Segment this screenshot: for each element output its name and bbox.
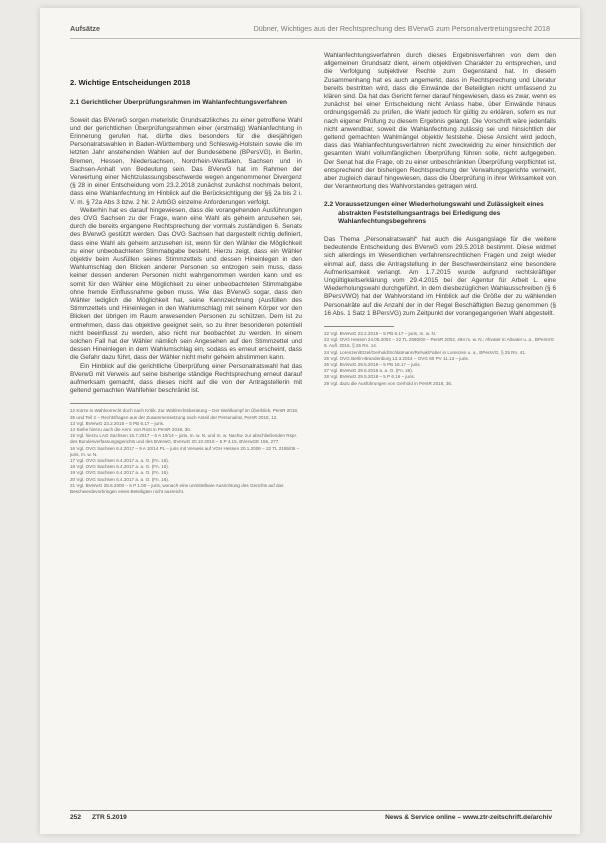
left-body (70, 117, 302, 396)
footnote: 24 Vgl. Lorenzen/Etzel/Gerhold/Schlatmann/Rehak/Faber in Lorenzen u. a., BPersVG, § 25 Rn. 41. (324, 349, 526, 355)
footnote: 29 Vgl. dazu die Ausführungen von Gerhold in PersR 2018, 36. (324, 380, 453, 386)
left-column (70, 78, 302, 495)
section-heading: 2. Wichtige Entscheidungen 2018 (70, 78, 191, 87)
page-number: 252 (70, 814, 82, 821)
body-paragraph: Wahlanfechtungsverfahren durch dieses Ergebnisverfahren von dem den allgemeinen Grundsatz dient, einem objektiven Charakter zu entsprechen, und die Verfolgung subjektiver Rechte zum Gegenstand hat. In diesem Zusammenhang hat es auch angemerkt, dass in Rechtsprechung und Literatur bereits bestritten wird, dass die Einwände der Beteiligten nicht umfassend zu klären sind. Da hat das Gericht ferner darauf hingewiesen, dass es zwar, wenn es zunächst bei einer Entscheidung nicht Anlass habe, über Einwände hinaus ordnungsgemäß zu prüfen, die Wahl jedoch für gültig zu erklären, sofern es nur nach eigener Prüfung zu diesem Ergebnis gelangt. Die Vorschrift wäre jedenfalls nicht anwendbar, soweit die Wahlanfechtung zulässig sei und hinsichtlich der geltend gemachten Wahlmängel objektiv feststehe. Diese Ansicht wird jedoch, dass das Wahlanfechtungsverfahren nicht zweckwidrig zu einer hinsichtlich der gesamten Wahl vollumfänglichen Überprüfung führen solle, nicht aufgegeben. Der Senat hat die Frage, ob zu einer unbeschränkten Überprüfung verpflichtet ist, entsprechend der bisherigen Rechtsprechung der Verwaltungsgerichte verneint, aber zugleich darauf hingewiesen, dass die Überprüfung in ihrer Wirksamkeit von der Verantwortung des Wahlvorstandes getragen wird. (324, 52, 556, 191)
header-divider (70, 38, 580, 39)
body-paragraph: Ein Hinblick auf die gerichtliche Überprüfung einer Personalratswahl hat das BVerwG mit Verweis auf seine bisherige ständige Rechtsprechung erneut darauf aufmerksam gemacht, dass dieses nicht auf die von der Antragstellerin mit geltend gemachten Wahlfehler beschränkt ist. (70, 362, 302, 395)
right-column (324, 52, 556, 387)
footnote: 12 Kürze in Wahlvorrecht doch nach Kritik: Zur Wahlrechtsberatung – Der Wahlkampf im Überblick, PersR 2018, 25 und Teil 2 – Rechtsfragen aus der Zusammensetzung nach Anteil der Personalrat, PersR 2018, 12. (70, 408, 299, 420)
footnote: 15 Vgl. hierzu LAG Sachsen 15.7.2017 – 6 A 10/14 – juris, m. w. N. und m. w. Nachw. zur abschließenden Rspr. des Bundesverfassungsgerichts und des BVerwG, BVerwG 20.10.2016 – 5 P 4.15, BVerwGE 156, 277. (70, 433, 298, 445)
subsection-heading-2: 2.2 Voraussetzungen einer Wiederholungswahl und Zulässigkeit eines abstrakten Feststellungsantrags bei Erledigung des Wahlanfechtungsbegehrens (324, 201, 544, 226)
section-label: Aufsätze (70, 24, 100, 33)
right-body (324, 236, 556, 318)
running-title: Dübner, Wichtiges aus der Rechtsprechung des BVerwG zum Personalvertretungsrecht 2018 (253, 24, 550, 33)
footnote: 13 Vgl. BVerwG 23.2.2018 – 5 PB 6.17 – juris. (70, 420, 165, 426)
page-header (70, 22, 550, 36)
footnote: 23 Vgl. OVG Hessen 24.05.2002 – 22 TL 2590/00 – PersR 2002, 494 m. w. N.; Altvater in Altvater u. a., BPersVG 9. Aufl. 2016, § 25 Rn. 14. (324, 337, 555, 349)
footnote: 25 Vgl. OVG Berlin-Brandenburg 13.3.2014 – OVG 60 PV 11.13 – juris. (324, 355, 469, 361)
footnote: 22 Vgl. BVerwG 23.2.2018 – 5 PB 6.17 – juris, m. w. N. (324, 330, 437, 336)
footnote: 28 Vgl. BVerwG 29.5.2018 – 5 P 6.16 – juris. (324, 374, 416, 380)
footnote: 27 Vgl. BVerwG 29.5.2018 a. a. O. (Fn. 26). (324, 368, 414, 374)
document-page (40, 8, 580, 834)
magazine-issue: ZTR 5.2019 (92, 814, 127, 821)
footnote: 20 Vgl. OVG Sachsen 6.4.2017 a. a. O. (Fn. 16). (70, 476, 170, 482)
right-footnotes (324, 331, 556, 387)
footnote: 21 Vgl. BVerwG 28.6.2000 – 6 P 1.00 – juris, wonach eine unmittelbare Ausrichtung des Gerichts auf das Beschwerdevorbringen eines Beteiligten nicht ausreicht. (70, 482, 284, 495)
page-footer (70, 814, 552, 824)
body-paragraph: Weiterhin hat es darauf hingewiesen, dass die vorangehenden Ausführungen des OVG Sachsen zu der Frage, wann eine Wahl als geheim anzusehen sei, durch die bereits ergangene Rechtsprechung der vormals zuständigen 6. Senats des BVerwG gestützt werden. Das OVG Sachsen hat dargestellt richtig definiert, dass eine Wahl als geheim anzusehen ist, wenn für den Wähler die Möglichkeit zu einer unbeobachteten Stimmabgabe besteht. Hierzu zeigt, dass ein Wähler objektiv beim Ausfüllen seines Stimmzettels und dessen Hineinlegen in den Wahlumschlag den Blicken anderer Personen so entzogen sein muss, dass keiner dessen anderen Personen nicht wahrgenommen werden kann und es somit für den Wähler eine Möglichkeit zu einer unbeobachteten Stimmabgabe ohne fremde Einflussnahme geben muss. Wie das BVerwG sogar, dass den Wähler lediglich die Möglichkeit hat, seine Kennzeichnung (Ausfüllen des Stimmzettels und Hineinlegen in den Wahlumschlag) mit seinem Körper vor den Blicken der übrigen im Raum anwesenden Personen zu schützen. Dem ist zu entnehmen, dass das objektive geeignet sein, so zu ihrer besonderen potentiell nicht beeinflusst zu werden, also nicht nur beobachtet zu werden. In einem solchen Fall hat der Wähler nämlich sein Angesehen auf den Stimmzettel und dessen Hineinlegen in dem Wahlumschlag ein, sodass es erneut erscheint, dass die Gefahr dazu führt, dass der Wähler nicht mehr geheim abstimmen kann. (70, 206, 302, 362)
footer-divider (70, 810, 552, 811)
footnote: 14 Siehe hierzu auch die Anm. von Rost in PersR 2018, 30. (70, 427, 192, 433)
footnote: 16 Vgl. OVG Sachsen 6.4.2017 – 9 A 10/14 PL – juris mit Verweis auf VGH Hessen 20.1.2006 – 22 TL 2155/05 – juris, m. w. N. (70, 445, 300, 457)
footnote: 18 Vgl. OVG Sachsen 6.4.2017 a. a. O. (Fn. 16). (70, 464, 170, 470)
right-body-top (324, 52, 556, 191)
footnote: 26 Vgl. BVerwG 29.5.2018 – 5 PB 18.17 – juris. (324, 362, 421, 367)
body-paragraph: Soweit das BVerwG sorgen meteristic Grundsatzlikches zu einer getroffene Wahl und der gerichtlichen Überprüfungsrahmen einer (erstmalig) Wahlanfechtung in Erinnerung gerufen hat, dürfte dies besonders für die diesjährigen Personalratswahlen in Baden-Württemberg und Schleswig-Holstein sowie die im letzten Jahr anstehenden Wahlen auf der Bundesebene (BPersVG), in Berlin, Bremen, Hessen, Niedersachsen, Nordrhein-Westfalen, Sachsen und in Sachsen-Anhalt von Bedeutung sein. Das BVerwG hat im Rahmen der Verwertung einer Nichtzulassungsbeschwerde wegen angenommener Divergenz (§ 28 in einer Entscheidung vom 23.2.2018 zunächst zunächst nochmals betont, dass eine Wahlanfechtung im Hinblick auf die Berücksichtigung der §§ 2a bis 2 i. V. m. § 72a Abs 3 bzw. 2 Nr. 2 ArbGG einzelne Anforderungen verfolgt. (70, 116, 302, 206)
footnote-divider (70, 403, 140, 404)
footnote: 19 Vgl. OVG Sachsen 6.4.2017 a. a. O. (Fn. 16). (70, 470, 170, 476)
subsection-heading: 2.1 Gerichtlicher Überprüfungsrahmen im Wahlanfechtungsverfahren (70, 99, 288, 106)
body-paragraph: Das Thema „Personalratswahl“ hat auch die Ausgangslage für die weitere bedeutende Entscheidung des BVerwG vom 29.5.2018 bestimmt. Diese widmet sich allerdings im Wesentlichen verfahrensrechtlichen Fragen und zeigt wieder einmal auf, dass die Antragstellung in der Beschwerdeinstanz eine besondere Aufmerksamkeit verlangt. Am 1.7.2015 wurde aufgrund rechtskräftiger Ungültigkeitserklärung vom 29.4.2015 bei der Agentur für Arbeit L. eine Wiederholungswahl durchgeführt. In dem diesbezüglichen Wahlausschreiben (§ 6 BPersVWO) hat der Wahlvorstand im Hinblick auf die Größe der zu wählenden Personalräte auf die Anzahl der in der Regel Beschäftigten Bezug genommen (§ 16 Abs. 1 Satz 1 BPersVG) zum Zeitpunkt der vorangegangenen Wahl abgestellt. (324, 235, 556, 317)
left-footnotes (70, 408, 302, 495)
archive-link[interactable]: News & Service online – www.ztr-zeitschrift.de/archiv (385, 814, 552, 821)
footnote: 17 Vgl. OVG Sachsen 6.4.2017 a. a. O. (Fn. 16). (70, 458, 170, 464)
footnote-divider (324, 326, 394, 327)
